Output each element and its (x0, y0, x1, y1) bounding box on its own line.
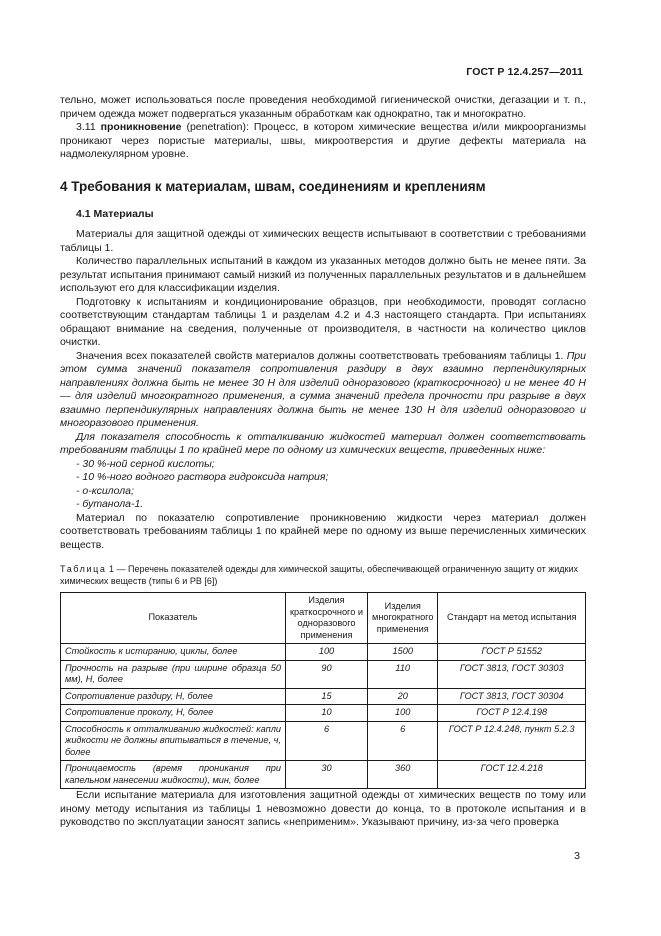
row-multi-use-value: 1500 (368, 644, 438, 661)
row-test-standard: ГОСТ 3813, ГОСТ 30303 (438, 660, 586, 688)
row-multi-use-value: 360 (368, 761, 438, 789)
table-header-row (61, 593, 586, 644)
table-row (61, 705, 586, 722)
list-item: - о-ксилола; (76, 484, 134, 497)
row-indicator: Сопротивление раздиру, Н, более (61, 688, 286, 705)
row-short-term-value: 6 (286, 721, 368, 761)
table-row (61, 688, 586, 705)
paragraph-1: Материалы для защитной одежды от химических веществ испытывают в соответствии с требованиями таблицы 1. (60, 228, 586, 254)
row-multi-use-value: 6 (368, 721, 438, 761)
definition-3-11 (60, 121, 586, 162)
paragraph-4-italic: При этом сумма значений показателя сопротивления раздиру в двух взаимно перпендикулярных направлениях должна быть не менее 30 Н для изделий одноразового (краткосрочного) и не менее 40 Н — для изделий многократного применения, а сумма значений предела прочности при разрыве в двух взаимно перпендикулярных направлениях должна быть не менее 130 Н для изделий одноразового и многоразового применения. (60, 349, 586, 429)
table-caption-label: Таблица (60, 564, 107, 574)
row-indicator: Способность к отталкиванию жидкостей: капли жидкости не должны впитываться в течение, ч, более (61, 721, 286, 761)
row-multi-use-value: 20 (368, 688, 438, 705)
paragraph-7: Если испытание материала для изготовления защитной одежды от химических веществ по тому или иному методу испытания из таблицы 1 невозможно довести до конца, то в протоколе испытания и в руководство по эксплуатации заносят запись «неприменим». Указывают причину, из-за чего проверка (60, 789, 586, 828)
definition-number: 3.11 (76, 121, 96, 133)
header-test-standard: Стандарт на метод испытания (438, 593, 586, 644)
table-row (61, 721, 586, 761)
page-content (60, 94, 586, 830)
list-item: - бутанола-1. (76, 498, 144, 510)
table-row (61, 644, 586, 661)
definition-term-en: (penetration): (186, 121, 249, 133)
table-row (61, 761, 586, 789)
paragraph-5: Для показателя способность к отталкиванию жидкостей материал должен соответствовать требованиям таблицы 1 по крайней мере по одному из химических веществ, приведенных ниже: (60, 430, 586, 456)
row-indicator: Стойкость к истиранию, циклы, более (61, 644, 286, 661)
paragraph-3: Подготовку к испытаниям и кондиционирование образцов, при необходимости, проводят согласно соответствующим стандартам таблицы 1 и разделам 4.2 и 4.3 настоящего стандарта. При испытаниях обращают внимание на сведения, полученные от производителя, в частности на количество циклов очистки. (60, 295, 586, 348)
subsection-title: 4.1 Материалы (76, 207, 154, 220)
requirements-table (60, 592, 586, 789)
standard-header: ГОСТ Р 12.4.257—2011 (466, 66, 583, 78)
table-caption (60, 563, 586, 587)
row-short-term-value: 15 (286, 688, 368, 705)
row-multi-use-value: 100 (368, 705, 438, 722)
row-short-term-value: 30 (286, 761, 368, 789)
header-short-term: Изделия краткосрочного и одноразового применения (286, 593, 368, 644)
header-multi-use: Изделия многократного применения (368, 593, 438, 644)
table-caption-text: 1 — Перечень показателей одежды для химической защиты, обеспечивающей ограниченную защиту от жидких химических веществ (типы 6 и PB [6]) (60, 564, 578, 586)
row-indicator: Прочность на разрыве (при ширине образца 50 мм), Н, более (61, 660, 286, 688)
intro-continuation: тельно, может использоваться после проведения необходимой гигиенической очистки, дегазации и т. п., причем одежда может подвергаться указанным обработкам как однократно, так и многократно. (60, 94, 586, 120)
paragraph-6: Материал по показателю сопротивление проникновению жидкости через материал должен соответствовать требованиям таблицы 1 по крайней мере по одному из выше перечисленных химических веществ. (60, 511, 586, 551)
table-row (61, 660, 586, 688)
row-short-term-value: 100 (286, 644, 368, 661)
row-short-term-value: 90 (286, 660, 368, 688)
list-item: - 30 %-ной серной кислоты; (76, 457, 215, 470)
row-indicator: Проницаемость (время проникания при капельном нанесении жидкости), мин, более (61, 761, 286, 789)
paragraph-2: Количество параллельных испытаний в каждом из указанных методов должно быть не менее пяти. За результат испытания принимают самый низкий из полученных параллельных результатов и в дальнейшем используют его для классификации изделия. (60, 255, 586, 294)
row-indicator: Сопротивление проколу, Н, более (61, 705, 286, 722)
row-test-standard: ГОСТ Р 12.4.198 (438, 705, 586, 722)
row-short-term-value: 10 (286, 705, 368, 722)
header-indicator: Показатель (61, 593, 286, 644)
row-test-standard: ГОСТ Р 12.4.248, пункт 5.2.3 (438, 721, 586, 761)
row-test-standard: ГОСТ 3813, ГОСТ 30304 (438, 688, 586, 705)
section-title: 4 Требования к материалам, швам, соединениям и креплениям (60, 178, 486, 194)
row-test-standard: ГОСТ 12.4.218 (438, 761, 586, 789)
definition-text: Процесс, в котором химические вещества и/или микроорганизмы проникают через пористые материалы, швы, микроотверстия и другие дефекты материала на надмолекулярном уровне. (60, 121, 586, 160)
definition-term: проникновение (100, 121, 182, 133)
paragraph-4-normal: Значения всех показателей свойств материалов должны соответствовать требованиям таблицы 1. (76, 349, 564, 362)
row-test-standard: ГОСТ Р 51552 (438, 644, 586, 661)
row-multi-use-value: 110 (368, 660, 438, 688)
paragraph-4 (60, 350, 586, 431)
list-item: - 10 %-ного водного раствора гидроксида натрия; (76, 471, 329, 483)
page-number: 3 (574, 850, 580, 862)
